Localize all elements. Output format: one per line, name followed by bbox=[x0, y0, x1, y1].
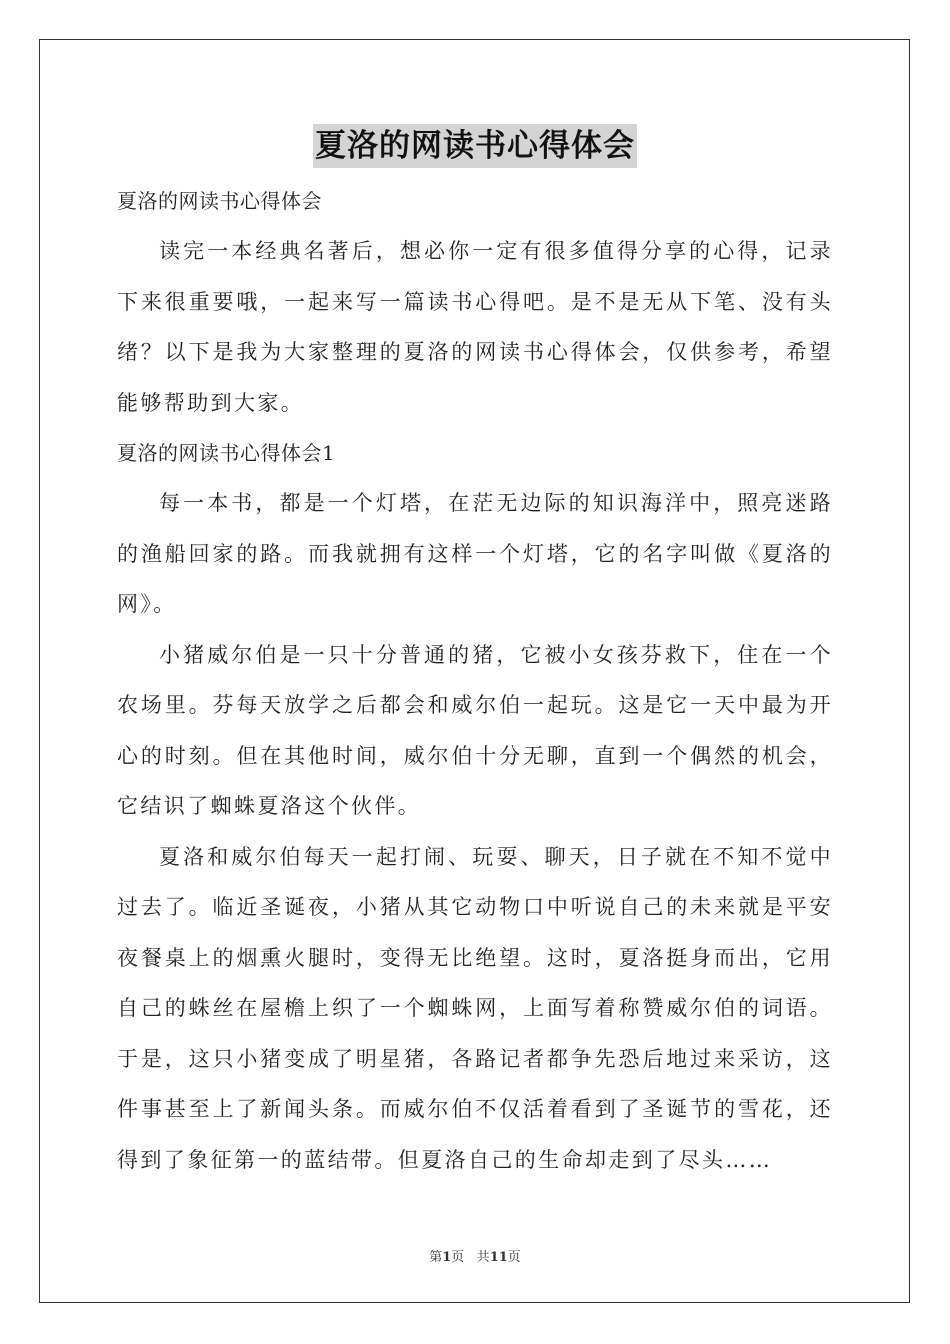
section-heading: 夏洛的网读书心得体会1 bbox=[117, 441, 336, 465]
page-number: 1 bbox=[442, 1250, 452, 1265]
page-footer bbox=[0, 1246, 950, 1265]
document-subtitle: 夏洛的网读书心得体会 bbox=[117, 189, 322, 213]
body-paragraph-2: 小猪威尔伯是一只十分普通的猪，它被小女孩芬救下，住在一个农场里。芬每天放学之后都会和威尔伯一起玩。这是它一天中最为开心的时刻。但在其他时间，威尔伯十分无聊，直到一个偶然的机会，它结识了蜘蛛夏洛这个伙伴。 bbox=[117, 642, 833, 818]
document-title: 夏洛的网读书心得体会 bbox=[313, 124, 637, 168]
page-suffix: 页 bbox=[451, 1250, 465, 1265]
page-total: 11 bbox=[489, 1250, 508, 1265]
total-suffix: 页 bbox=[507, 1250, 521, 1265]
intro-paragraph: 读完一本经典名著后，想必你一定有很多值得分享的心得，记录下来很重要哦，一起来写一篇读书心得吧。是不是无从下笔、没有头绪？以下是我为大家整理的夏洛的网读书心得体会，仅供参考，希望能够帮助到大家。 bbox=[117, 239, 833, 415]
total-prefix: 共 bbox=[476, 1250, 490, 1265]
page-prefix: 第 bbox=[429, 1250, 443, 1265]
title-container bbox=[0, 124, 950, 168]
body-paragraph-3: 夏洛和威尔伯每天一起打闹、玩耍、聊天，日子就在不知不觉中过去了。临近圣诞夜，小猪从其它动物口中听说自己的未来就是平安夜餐桌上的烟熏火腿时，变得无比绝望。这时，夏洛挺身而出，它用自己的蛛丝在屋檐上织了一个蜘蛛网，上面写着称赞威尔伯的词语。于是，这只小猪变成了明星猪，各路记者都争先恐后地过来采访，这件事甚至上了新闻头条。而威尔伯不仅活着看到了圣诞节的雪花，还得到了象征第一的蓝结带。但夏洛自己的生命却走到了尽头…… bbox=[117, 844, 833, 1172]
body-paragraph-1: 每一本书，都是一个灯塔，在茫无边际的知识海洋中，照亮迷路的渔船回家的路。而我就拥有这样一个灯塔，它的名字叫做《夏洛的网》。 bbox=[117, 491, 833, 616]
document-body bbox=[117, 176, 833, 1185]
